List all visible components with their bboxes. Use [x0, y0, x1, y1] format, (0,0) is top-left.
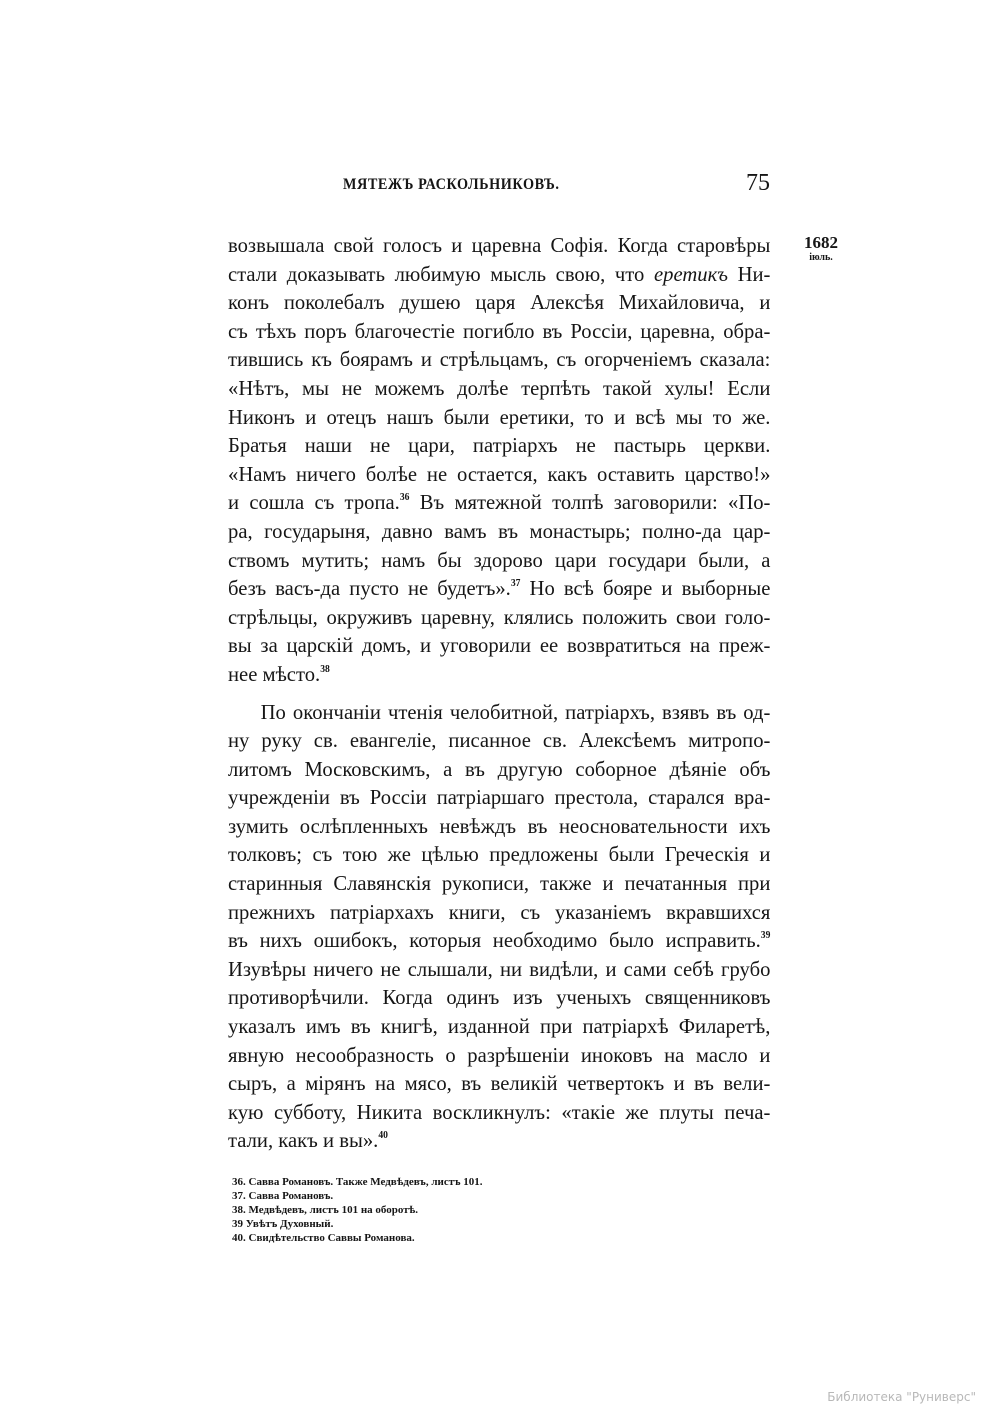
text-line: сыръ, а мірянъ на мясо, въ великій четвертокъ и въ вели- — [228, 1071, 771, 1096]
footnote: 37. Савва Романовъ. — [232, 1190, 334, 1202]
text-line: прежнихъ патріархахъ книги, съ указаніемъ вкравшихся — [228, 899, 771, 924]
footnote: 38. Медвѣдевъ, листъ 101 на оборотѣ. — [232, 1204, 418, 1216]
text-line: указалъ имъ въ книгѣ, изданной при патріархѣ Филаретѣ, — [228, 1014, 771, 1039]
paragraph-2 — [228, 698, 770, 1156]
library-watermark: Библиотека "Руниверс" — [827, 1390, 976, 1404]
text-line: и сошла съ тропа.$^{36}$ Въ мятежной толпѣ заговорили: «По- — [228, 490, 771, 515]
text-line: ствомъ мутить; намъ бы здорово цари государи были, а — [228, 547, 771, 572]
text-line: Братья наши не цари, патріархъ не пастырь церкви. — [228, 433, 771, 458]
page-header — [228, 172, 770, 202]
footnote-ref: 39 — [760, 930, 771, 942]
text-line: стрѣльцы, окруживъ царевну, клялись положить свои голо- — [228, 604, 771, 629]
text-line: безъ васъ-да пусто не будетъ».$^{37}$ Но всѣ бояре и выборные — [228, 576, 771, 601]
margin-year: 1682 — [804, 233, 838, 252]
text-line: ну руку св. евангеліе, писанное св. Алексѣемъ митропо- — [228, 728, 771, 753]
footnote-ref: 38 — [320, 663, 330, 675]
footnote-ref: 40 — [378, 1130, 388, 1142]
margin-month: іюль. — [809, 252, 833, 263]
text-line: ра, государыня, давно вамъ въ монастырь; полно-да цар- — [228, 518, 771, 543]
page-number: 75 — [746, 170, 770, 196]
text-line: «Намъ ничего болѣе не остается, какъ оставить царство!» — [228, 461, 771, 486]
text-line: съ тѣхъ поръ благочестіе погибло въ Россіи, царевна, обра- — [228, 318, 771, 343]
text-line: противорѣчили. Когда одинъ изъ ученыхъ священниковъ — [228, 985, 771, 1010]
text-line: толковъ; съ тою же цѣлью предложены были Греческія и — [228, 842, 771, 867]
text-line: литомъ Московскимъ, а въ другую соборное дѣяніе объ — [228, 756, 771, 781]
footnote-ref: 36 — [399, 492, 410, 504]
text-line: возвышала свой голосъ и царевна Софія. Когда старовѣры — [228, 233, 771, 257]
text-line: По окончаніи чтенія челобитной, патріархъ, взявъ въ од- — [260, 699, 771, 724]
footnotes — [232, 1175, 483, 1245]
text-line: явную несообразность о разрѣшеніи иноковъ на масло и — [228, 1042, 771, 1067]
text-line: тившись къ боярамъ и стрѣльцамъ, съ огорченіемъ сказала: — [228, 347, 771, 372]
running-title: МЯТЕЖЪ РАСКОЛЬНИКОВЪ. — [343, 176, 560, 193]
text-line: старинныя Славянскія рукописи, также и печатанныя при — [228, 871, 771, 896]
text-line: вы за царскій домъ, и уговорили ее возвратиться на преж- — [228, 633, 771, 658]
body-text — [228, 231, 770, 1155]
footnote: 36. Савва Романовъ. Также Медвѣдевъ, листъ 101. — [232, 1176, 483, 1188]
margin-date-note — [800, 234, 842, 264]
text-line: нее мѣсто.$^{38}$ — [228, 661, 330, 686]
text-line: Никонъ и отецъ нашъ были еретики, то и всѣ мы то же. — [228, 404, 771, 429]
text-line: конъ поколебалъ душею царя Алексѣя Михайловича, и — [228, 290, 771, 315]
text-line: кую субботу, Никита воскликнулъ: «такіе же плуты печа- — [228, 1099, 771, 1124]
footnote-ref: 37 — [510, 578, 521, 590]
text-line: зумить ослѣпленныхъ невѣждъ въ неосновательности ихъ — [228, 813, 771, 838]
footnote: 40. Свидѣтельство Саввы Романова. — [232, 1232, 415, 1244]
footnote: 39 Увѣтъ Духовный. — [232, 1218, 334, 1230]
text-line: учрежденіи въ Россіи патріаршаго престола, старался вра- — [228, 785, 771, 810]
text-line: Изувѣры ничего не слышали, ни видѣли, и сами себѣ грубо — [228, 956, 771, 981]
text-line: стали доказывать любимую мысль свою, что еретикъ Ни- — [228, 261, 771, 286]
italic-word: еретикъ — [654, 261, 728, 286]
text-line: тали, какъ и вы».$^{40}$ — [228, 1128, 388, 1153]
text-line: въ нихъ ошибокъ, которыя необходимо было исправить.$^{39}$ — [228, 928, 771, 953]
text-line: «Нѣтъ, мы не можемъ долѣе терпѣть такой хулы! Если — [228, 375, 771, 400]
paragraph-1 — [228, 231, 770, 689]
